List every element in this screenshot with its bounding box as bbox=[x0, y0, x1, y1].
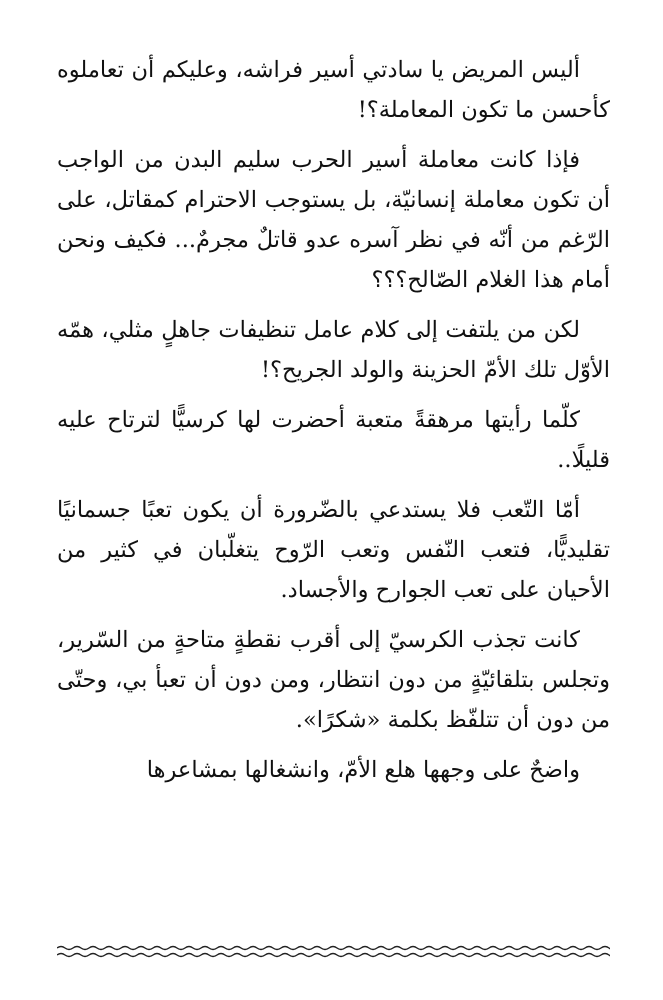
paragraph-3: لكن من يلتفت إلى كلام عامل تنظيفات جاهلٍ مثلي، همّه الأوّل تلك الأمّ الحزينة والولد الجريح؟! bbox=[57, 317, 610, 383]
wavy-rule-divider bbox=[57, 940, 610, 964]
paragraph-2: فإذا كانت معاملة أسير الحرب سليم البدن من الواجب أن تكون معاملة إنسانيّة، بل يستوجب الاحترام كمقاتل، على الرّغم من أنّه في نظر آسره عدو قاتلٌ مجرمٌ... فكيف ونحن أمام هذا الغلام الصّالح؟؟؟ bbox=[57, 147, 610, 293]
paragraph-5: أمّا التّعب فلا يستدعي بالضّرورة أن يكون تعبًا جسمانيًا تقليديًّا، فتعب النّفس وتعب الرّوح يتغلّبان في كثير من الأحيان على تعب الجوارح والأجساد. bbox=[57, 497, 610, 603]
page-text bbox=[57, 50, 610, 800]
paragraph-4: كلّما رأيتها مرهقةً متعبة أحضرت لها كرسيًّا لترتاح عليه قليلًا.. bbox=[57, 407, 610, 473]
paragraph-6: كانت تجذب الكرسيّ إلى أقرب نقطةٍ متاحةٍ من السّرير، وتجلس بتلقائيّةٍ من دون انتظار، ومن دون أن تعبأ بي، وحتّى من دون أن تتلفّظ بكلمة «شكرًا». bbox=[57, 627, 610, 733]
paragraph-1: أليس المريض يا سادتي أسير فراشه، وعليكم أن تعاملوه كأحسن ما تكون المعاملة؟! bbox=[57, 57, 610, 123]
paragraph-7: واضحٌ على وجهها هلع الأمّ، وانشغالها بمشاعرها bbox=[146, 757, 580, 783]
